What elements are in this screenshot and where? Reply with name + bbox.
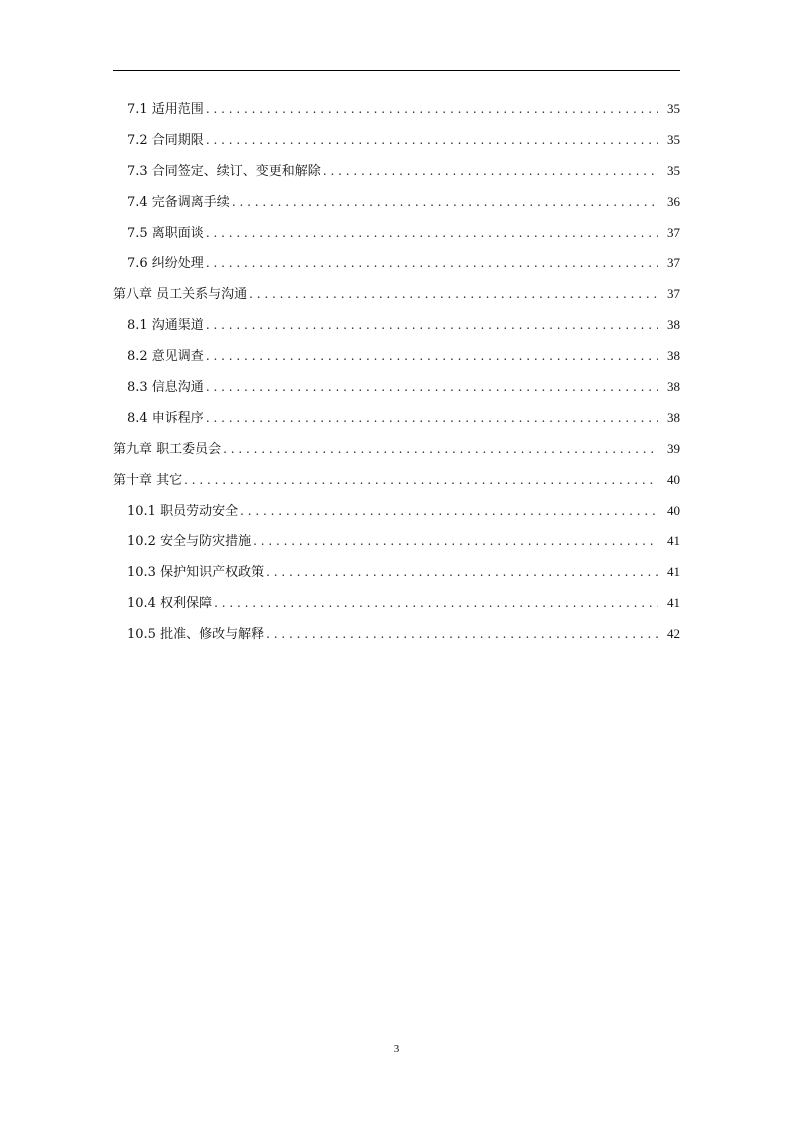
toc-entry-page: 40: [667, 471, 680, 487]
toc-dot-leader: [206, 94, 658, 125]
toc-dot-leader: [206, 372, 658, 403]
toc-entry-label: 8.4 申诉程序: [127, 410, 204, 426]
toc-entry-page: 41: [667, 564, 680, 580]
toc-section-entry[interactable]: [113, 94, 680, 125]
toc-section-entry[interactable]: [113, 310, 680, 341]
toc-entry-label: 7.2 合同期限: [127, 132, 204, 148]
toc-section-entry[interactable]: [113, 403, 680, 434]
toc-dot-leader: [266, 557, 658, 588]
toc-entry-page: 36: [667, 193, 680, 209]
toc-entry-label: 10.4 权利保障: [127, 596, 213, 612]
toc-entry-label: 7.5 离职面谈: [127, 225, 204, 241]
toc-entry-page: 35: [667, 131, 680, 147]
toc-chapter-entry[interactable]: [113, 279, 680, 310]
toc-dot-leader: [206, 341, 658, 372]
page-number: 3: [393, 1043, 400, 1055]
toc-dot-leader: [206, 310, 658, 341]
toc-section-entry[interactable]: [113, 187, 680, 218]
toc-entry-page: 38: [667, 379, 680, 395]
toc-dot-leader: [323, 156, 658, 187]
toc-dot-leader: [184, 465, 658, 496]
toc-entry-label: 10.3 保护知识产权政策: [127, 565, 265, 581]
toc-entry-page: 35: [667, 162, 680, 178]
toc-dot-leader: [214, 588, 658, 619]
table-of-contents: [113, 94, 680, 650]
toc-chapter-entry[interactable]: [113, 465, 680, 496]
toc-section-entry[interactable]: [113, 372, 680, 403]
toc-section-entry[interactable]: [113, 218, 680, 249]
toc-dot-leader: [249, 279, 658, 310]
toc-entry-label: 第九章 职工委员会: [113, 441, 222, 457]
toc-entry-label: 10.5 批准、修改与解释: [127, 627, 265, 643]
toc-section-entry[interactable]: [113, 496, 680, 527]
toc-entry-label: 10.2 安全与防灾措施: [127, 534, 252, 550]
toc-entry-label: 8.2 意见调查: [127, 349, 204, 365]
toc-entry-label: 10.1 职员劳动安全: [127, 503, 239, 519]
toc-dot-leader: [232, 187, 658, 218]
toc-dot-leader: [206, 218, 658, 249]
toc-dot-leader: [206, 248, 658, 279]
toc-section-entry[interactable]: [113, 156, 680, 187]
toc-section-entry[interactable]: [113, 619, 680, 650]
toc-entry-page: 40: [667, 502, 680, 518]
toc-section-entry[interactable]: [113, 248, 680, 279]
toc-dot-leader: [253, 526, 658, 557]
toc-entry-page: 38: [667, 348, 680, 364]
toc-dot-leader: [206, 125, 658, 156]
toc-entry-page: 42: [667, 626, 680, 642]
toc-entry-label: 8.3 信息沟通: [127, 380, 204, 396]
toc-entry-page: 38: [667, 409, 680, 425]
toc-chapter-entry[interactable]: [113, 434, 680, 465]
toc-section-entry[interactable]: [113, 526, 680, 557]
toc-entry-label: 7.1 适用范围: [127, 102, 204, 117]
header-rule: [113, 70, 680, 71]
toc-entry-page: 39: [667, 440, 680, 456]
toc-entry-label: 第十章 其它: [113, 472, 183, 488]
toc-dot-leader: [223, 434, 658, 465]
toc-entry-page: 41: [667, 533, 680, 549]
toc-section-entry[interactable]: [113, 588, 680, 619]
toc-entry-page: 41: [667, 595, 680, 611]
toc-dot-leader: [240, 496, 658, 527]
toc-entry-page: 37: [667, 255, 680, 271]
toc-section-entry[interactable]: [113, 125, 680, 156]
toc-entry-page: 37: [667, 286, 680, 302]
toc-entry-label: 7.6 纠纷处理: [127, 256, 204, 272]
toc-entry-page: 35: [667, 101, 680, 116]
toc-dot-leader: [266, 619, 658, 650]
toc-entry-label: 7.3 合同签定、续订、变更和解除: [127, 163, 321, 179]
toc-entry-label: 7.4 完备调离手续: [127, 194, 230, 210]
toc-entry-label: 第八章 员工关系与沟通: [113, 287, 248, 303]
toc-dot-leader: [206, 403, 658, 434]
toc-entry-page: 37: [667, 224, 680, 240]
toc-section-entry[interactable]: [113, 557, 680, 588]
toc-section-entry[interactable]: [113, 341, 680, 372]
toc-entry-page: 38: [667, 317, 680, 333]
toc-entry-label: 8.1 沟通渠道: [127, 318, 204, 334]
